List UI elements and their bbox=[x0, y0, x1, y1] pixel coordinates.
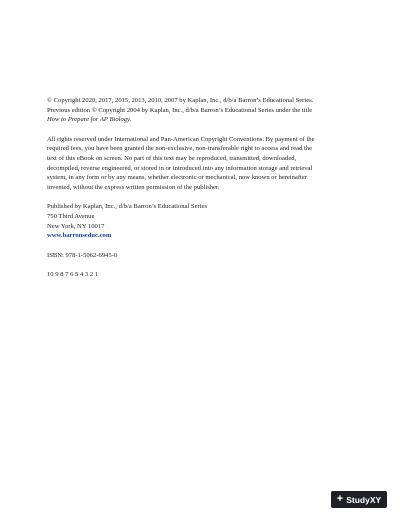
printing-line bbox=[47, 270, 359, 280]
previous-title: How to Prepare for AP Biology. bbox=[47, 116, 132, 124]
rights-line: All rights reserved under International and Pan-American Copyright Conventions. By payment of the bbox=[47, 135, 315, 143]
copyright-notice bbox=[47, 96, 359, 125]
publisher-website-link[interactable]: www.barronseduc.com bbox=[47, 232, 112, 240]
badge-label: StudyXY bbox=[346, 494, 382, 505]
rights-line: text of this eBook on screen. No part of this text may be reproduced, transmitted, downloaded, bbox=[47, 154, 297, 162]
printing-numbers: 10 9 8 7 6 5 4 3 2 1 bbox=[47, 271, 99, 279]
isbn bbox=[47, 251, 359, 261]
isbn-text: ISBN: 978-1-5062-6945-0 bbox=[47, 251, 118, 259]
rights-line: decompiled, reverse engineered, or stored in or introduced into any information storage and retrieval bbox=[47, 164, 313, 172]
publisher-info bbox=[47, 202, 359, 240]
rights-line: required fees, you have been granted the non-exclusive, non-transferable right to access and read the bbox=[47, 145, 313, 153]
rights-line: system, in any form or by any means, whether electronic or mechanical, now known or hereinafter bbox=[47, 174, 307, 182]
copyright-page bbox=[47, 96, 359, 290]
rights-notice bbox=[47, 135, 359, 193]
rights-line: invented, without the express written permission of the publisher. bbox=[47, 183, 220, 191]
publisher-street: 750 Third Avenue bbox=[47, 212, 95, 220]
previous-edition-line: Previous edition © Copyright 2004 by Kaplan, Inc., d/b/a Barron’s Educational Series under the title bbox=[47, 106, 313, 114]
studyxy-badge[interactable] bbox=[331, 491, 387, 508]
publisher-city: New York, NY 10017 bbox=[47, 222, 105, 230]
copyright-line: © Copyright 2020, 2017, 2015, 2013, 2010, 2007 by Kaplan, Inc., d/b/a Barron’s Educational Series. bbox=[47, 97, 314, 104]
plus-icon: + bbox=[336, 493, 344, 505]
publisher-line: Published by Kaplan, Inc., d/b/a Barron’s Educational Series bbox=[47, 203, 208, 211]
